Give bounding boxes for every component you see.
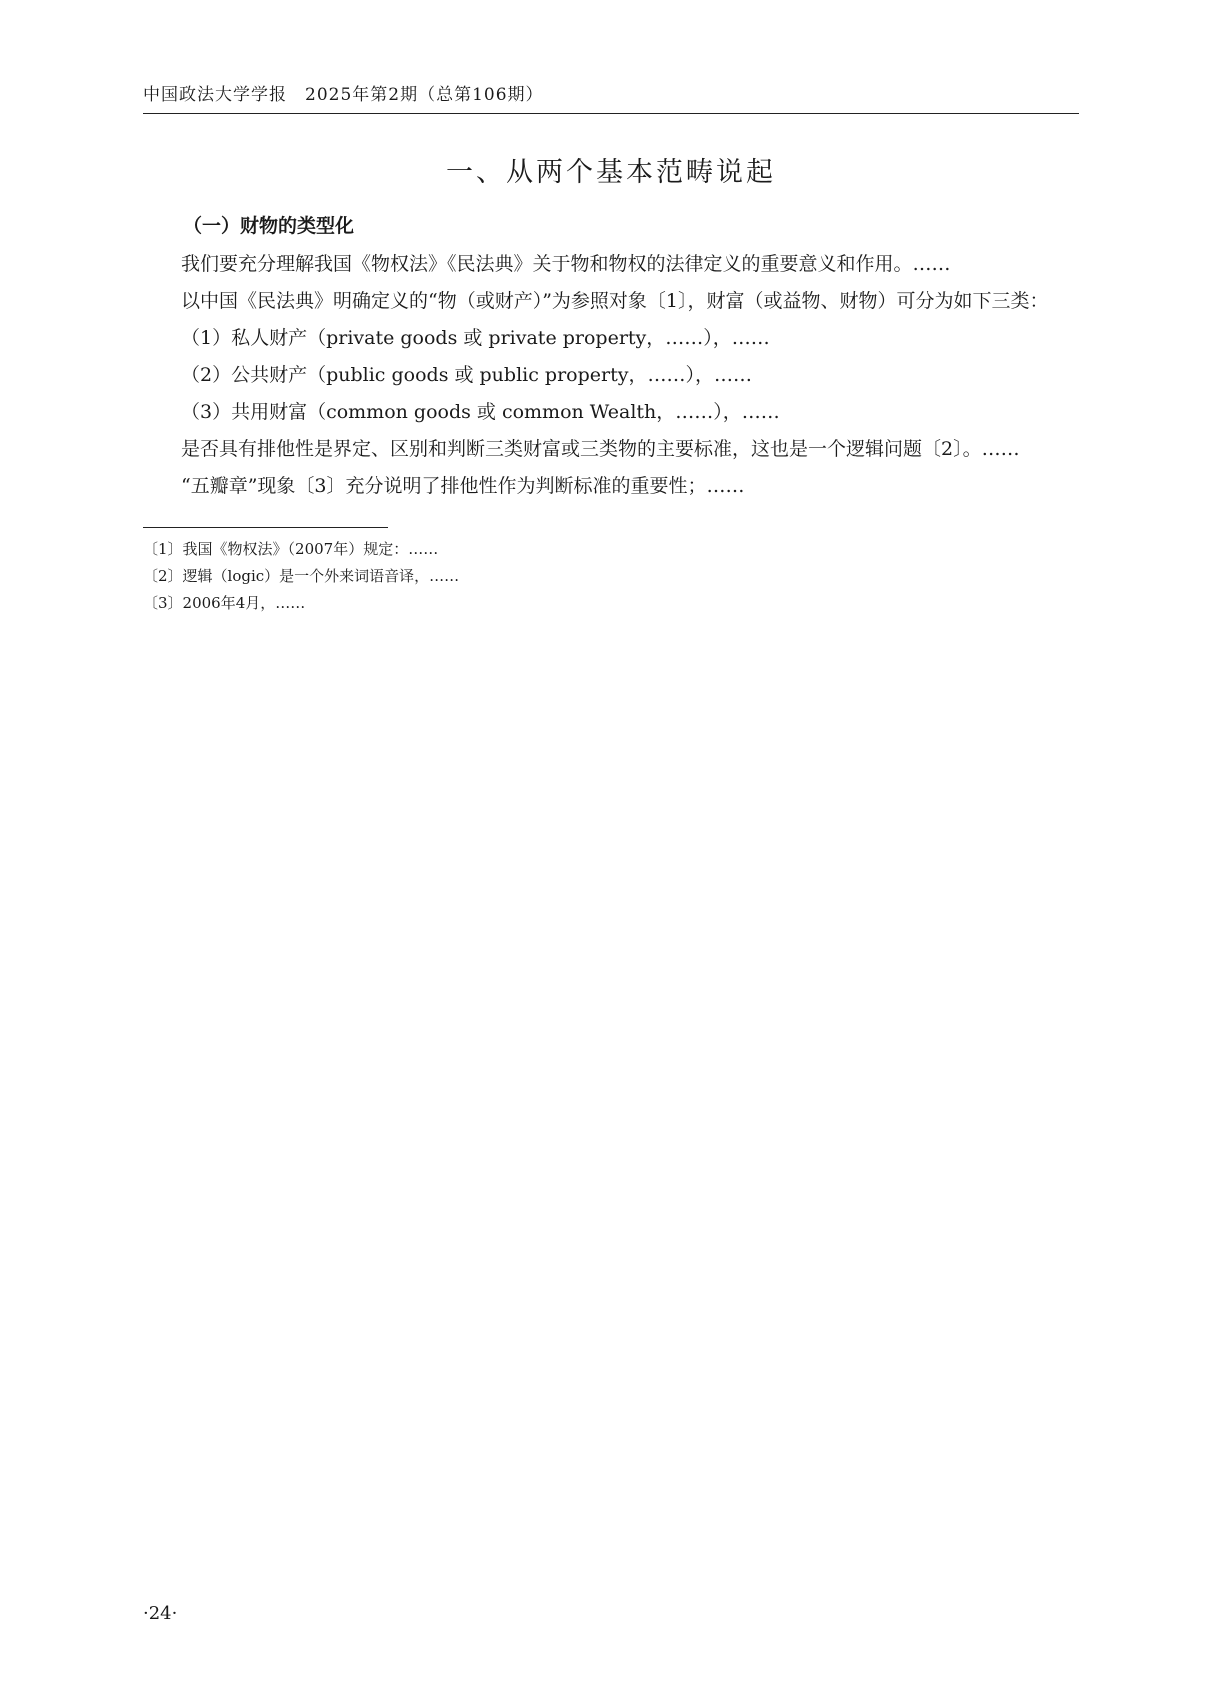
- body-paragraph: （3）共用财富（common goods 或 common Wealth，……），……: [181, 401, 780, 423]
- body-paragraph: （2）公共财产（public goods 或 public property，……），……: [181, 364, 752, 386]
- page-number: ·24·: [143, 1603, 178, 1624]
- footnote-rule: [143, 527, 388, 528]
- sub-heading: （一）财物的类型化: [183, 215, 355, 237]
- body-paragraph: 以中国《民法典》明确定义的“物（或财产）”为参照对象〔1〕，财富（或益物、财物）可分为如下三类：: [181, 290, 1049, 312]
- body-paragraph: 是否具有排他性是界定、区别和判断三类财富或三类物的主要标准，这也是一个逻辑问题〔2〕。……: [181, 438, 1020, 460]
- section-title: 一、从两个基本范畴说起: [446, 157, 776, 188]
- footnote: 〔3〕2006年4月，……: [143, 594, 306, 612]
- footnote: 〔1〕我国《物权法》（2007年）规定：……: [143, 540, 439, 558]
- page-body: [143, 80, 1079, 617]
- body-paragraph: 我们要充分理解我国《物权法》《民法典》关于物和物权的法律定义的重要意义和作用。……: [181, 253, 951, 275]
- body-paragraph: （1）私人财产（private goods 或 private property，……），……: [181, 327, 770, 349]
- footnote: 〔2〕逻辑（logic）是一个外来词语音译，……: [143, 567, 460, 585]
- body-paragraph: “五瓣章”现象〔3〕充分说明了排他性作为判断标准的重要性；……: [181, 475, 745, 497]
- running-header: 中国政法大学学报 2025年第2期（总第106期）: [143, 80, 1079, 114]
